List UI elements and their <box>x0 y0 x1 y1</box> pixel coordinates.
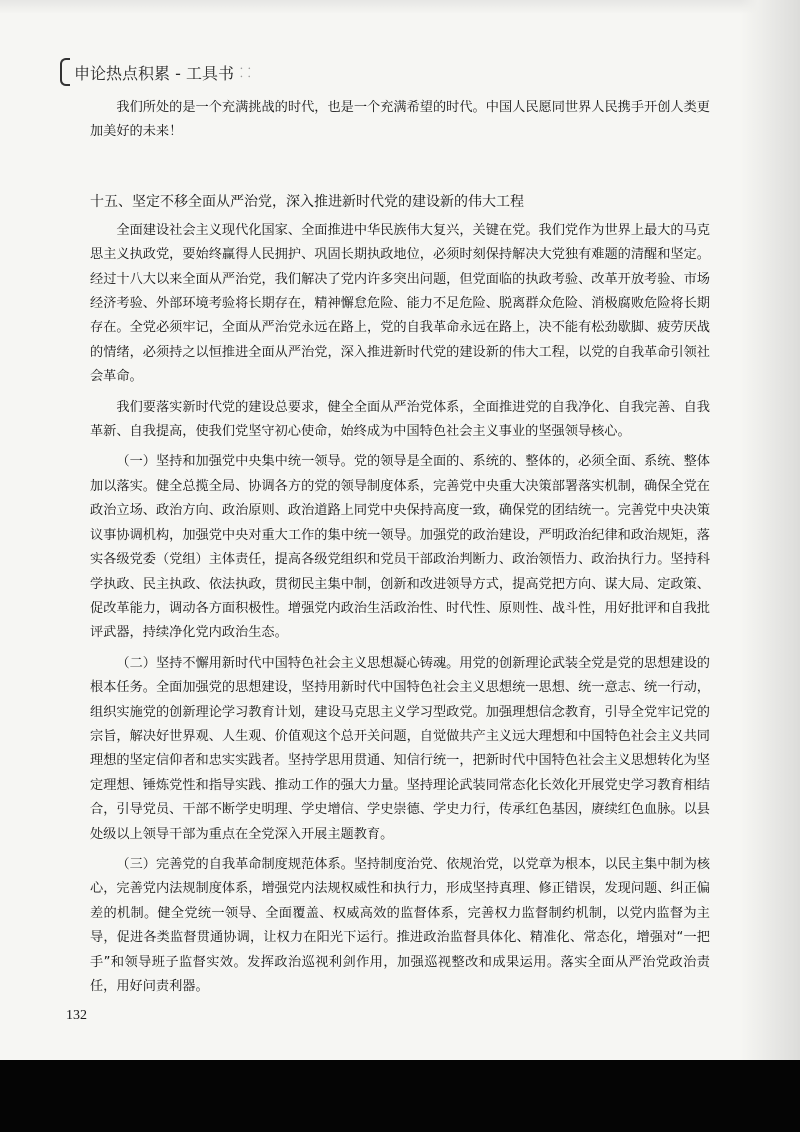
paragraph-1: 全面建设社会主义现代化国家、全面推进中华民族伟大复兴，关键在党。我们党作为世界上最大的马克思主义执政党，要始终赢得人民拥护、巩固长期执政地位，必须时刻保持解决大党独有难题的清醒和坚定。经过十八大以来全面从严治党，我们解决了党内许多突出问题，但党面临的执政考验、改革开放考验、市场经济考验、外部环境考验将长期存在，精神懈怠危险、能力不足危险、脱离群众危险、消极腐败危险将长期存在。全党必须牢记，全面从严治党永远在路上，党的自我革命永远在路上，决不能有松劲歇脚、疲劳厌战的情绪，必须持之以恒推进全面从严治党，深入推进新时代党的建设新的伟大工程，以党的自我革命引领社会革命。 <box>90 222 710 385</box>
paragraph-4: （二）坚持不懈用新时代中国特色社会主义思想凝心铸魂。用党的创新理论武装全党是党的思想建设的根本任务。全面加强党的思想建设，坚持用新时代中国特色社会主义思想统一思想、统一意志、统一行动，组织实施党的创新理论学习教育计划，建设马克思主义学习型政党。加强理想信念教育，引导全党牢记党的宗旨，解决好世界观、人生观、价值观这个总开关问题，自觉做共产主义远大理想和中国特色社会主义共同理想的坚定信仰者和忠实实践者。坚持学思用贯通、知信行统一，把新时代中国特色社会主义思想转化为坚定理想、锤炼党性和指导实践、推动工作的强大力量。坚持理论武装同常态化长效化开展党史学习教育相结合，引导党员、干部不断学史明理、学史增信、学史崇德、学史力行，传承红色基因，赓续红色血脉。以县处级以上领导干部为重点在全党深入开展主题教育。 <box>90 655 710 842</box>
section-heading: 十五、坚定不移全面从严治党，深入推进新时代党的建设新的伟大工程 <box>90 193 524 210</box>
header-title: 申论热点积累 - 工具书 <box>74 63 234 83</box>
paragraph-5: （三）完善党的自我革命制度规范体系。坚持制度治党、依规治党，以党章为根本，以民主集中制为核心，完善党内法规制度体系，增强党内法规权威性和执行力，形成坚持真理、修正错误，发现问题、纠正偏差的机制。健全党统一领导、全面覆盖、权威高效的监督体系，完善权力监督制约机制，以党内监督为主导，促进各类监督贯通协调，让权力在阳光下运行。推进政治监督具体化、精准化、常态化，增强对“一把手”和领导班子监督实效。发挥政治巡视利剑作用，加强巡视整改和成果运用。落实全面从严治党政治责任，用好问责利器。 <box>90 856 710 994</box>
scan-shadow-top <box>0 0 800 14</box>
scan-shadow-right <box>740 0 800 1060</box>
intro-paragraph: 我们所处的是一个充满挑战的时代，也是一个充满希望的时代。中国人民愿同世界人民携手开创人类更加美好的未来！ <box>90 100 710 140</box>
scan-bottom-border <box>0 1060 800 1132</box>
paragraph-3: （一）坚持和加强党中央集中统一领导。党的领导是全面的、系统的、整体的，必须全面、系统、整体加以落实。健全总揽全局、协调各方的党的领导制度体系，完善党中央重大决策部署落实机制，确保全党在政治立场、政治方向、政治原则、政治道路上同党中央保持高度一致，确保党的团结统一。完善党中央决策议事协调机构，加强党中央对重大工作的集中统一领导。加强党的政治建设，严明政治纪律和政治规矩，落实各级党委（党组）主体责任，提高各级党组织和党员干部政治判断力、政治领悟力、政治执行力。坚持科学执政、民主执政、依法执政，贯彻民主集中制，创新和改进领导方式，提高党把方向、谋大局、定政策、促改革能力，调动各方面积极性。增强党内政治生活政治性、时代性、原则性、战斗性，用好批评和自我批评武器，持续净化党内政治生态。 <box>90 454 710 641</box>
header-bracket-icon <box>60 58 70 86</box>
paragraph-2: 我们要落实新时代党的建设总要求，健全全面从严治党体系，全面推进党的自我净化、自我完善、自我革新、自我提高，使我们党坚守初心使命，始终成为中国特色社会主义事业的坚强领导核心。 <box>90 399 710 440</box>
body-text <box>90 96 710 999</box>
page-number: 132 <box>66 1008 87 1023</box>
header-decoration-icon: ⸬ <box>239 66 251 81</box>
running-header <box>60 58 251 86</box>
